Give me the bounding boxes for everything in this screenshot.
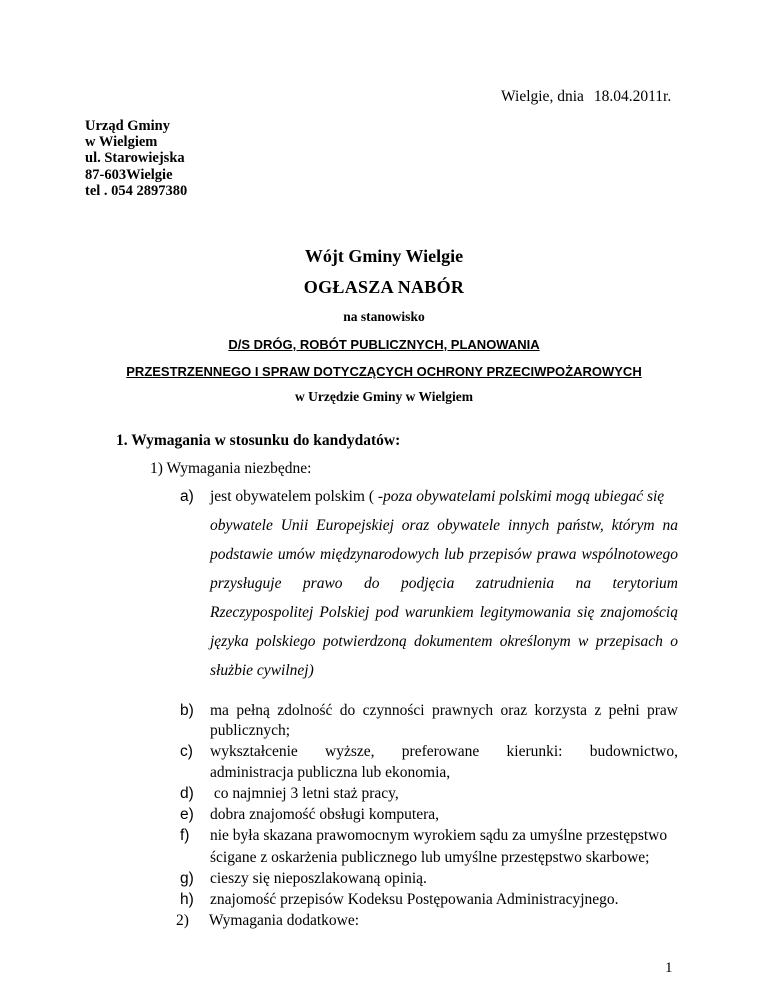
list-item-g: cieszy się nieposzlakowaną opinią. [210,870,427,887]
list-item-c-line2: administracja publiczna lub ekonomia, [210,764,451,781]
list-item-a-line6: języka polskiego potwierdzoną dokumentem określonym w przepisach o [210,633,678,650]
list-item-a-line1: jest obywatelem polskim ( -poza obywatelami polskimi mogą ubiegać się [210,488,665,505]
announcement-title: OGŁASZA NABÓR [303,277,465,297]
address-line-postcode: 87-603Wielgie [85,166,173,183]
list-item-c-line1: wykształcenie wyższe, preferowane kierunki: budownictwo, [210,743,678,760]
list-item-e: dobra znajomość obsługi komputera, [210,806,440,823]
list-item-a-line5: Rzeczypospolitej Polskiej pod warunkiem legitymowania się znajomością [210,604,678,621]
subsection-additional: 2) Wymagania dodatkowe: [176,912,360,929]
list-item-a-line7: służbie cywilnej) [210,662,314,679]
list-marker-h: h) [180,891,194,908]
list-marker-a: a) [180,488,194,505]
list-item-a-line4: przysługuje prawo do podjęcia zatrudnienia na terytorium [210,575,678,592]
list-marker-f: f) [180,827,190,844]
address-line-office: Urząd Gminy [85,118,170,134]
date-value: 18.04.2011r. [593,88,672,105]
list-marker-b: b) [180,702,194,719]
position-name-line2: PRZESTRZENNEGO I SPRAW DOTYCZĄCYCH OCHRONY PRZECIWPOŻAROWYCH [126,364,642,379]
list-item-f-line2: ścigane z oskarżenia publicznego lub umyślne przestępstwo skarbowe; [210,849,650,866]
date-place: Wielgie, dnia [501,88,584,105]
list-marker-e: e) [180,806,194,823]
list-item-h: znajomość przepisów Kodeksu Postępowania Administracyjnego. [210,891,619,908]
address-line-town: w Wielgiem [85,134,158,151]
list-marker-d: d) [180,785,194,802]
list-marker-c: c) [180,743,193,760]
subsection-required: 1) Wymagania niezbędne: [150,460,312,477]
position-intro: na stanowisko [343,309,425,324]
page-number: 1 [665,960,673,976]
section-heading-requirements: 1. Wymagania w stosunku do kandydatów: [116,432,401,449]
list-item-b-line2: publicznych; [210,722,291,739]
list-item-b-line1: ma pełną zdolność do czynności prawnych oraz korzysta z pełni praw [210,702,678,719]
list-item-d: co najmniej 3 letni staż pracy, [210,785,399,802]
sender-address [85,118,187,199]
document-date [501,88,671,106]
list-marker-g: g) [180,870,194,887]
list-item-f-line1: nie była skazana prawomocnym wyrokiem sądu za umyślne przestępstwo [210,827,668,844]
list-item-a-line3: podstawie umów międzynarodowych lub przepisów prawa wspólnotowego [210,546,678,563]
address-line-phone: tel . 054 2897380 [85,182,188,199]
list-item-a-line2: obywatele Unii Europejskiej oraz obywatele innych państw, którym na [210,517,678,534]
office-location: w Urzędzie Gminy w Wielgiem [295,389,473,404]
address-line-street: ul. Starowiejska [85,150,185,167]
position-name-line1: D/S DRÓG, ROBÓT PUBLICZNYCH, PLANOWANIA [228,337,540,352]
authority-title: Wójt Gminy Wielgie [304,246,464,266]
